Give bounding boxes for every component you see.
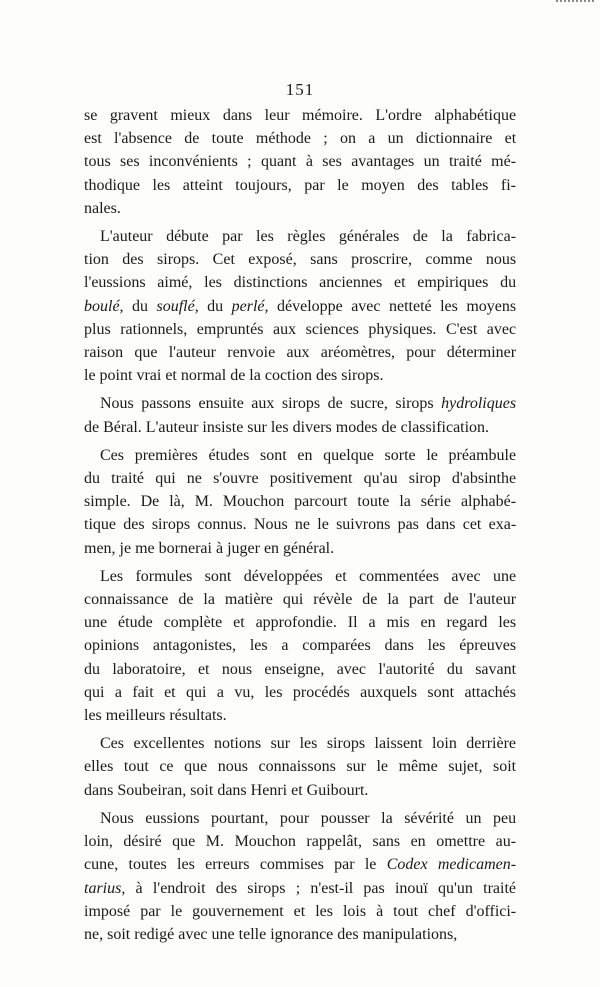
text-line: tarius, à l'endroit des sirops ; n'est-il pas inouï qu'un traité: [84, 879, 517, 897]
text-line: ne, soit redigé avec une telle ignorance des manipulations,: [84, 925, 458, 943]
text-line: le point vrai et normal de la coction des sirops.: [84, 367, 384, 385]
text-line: tion des sirops. Cet exposé, sans proscrire, comme nous: [84, 251, 517, 269]
text-line: Les formules sont développées et commentées avec une: [100, 567, 517, 585]
text-line: imposé par le gouvernement et les lois à tout chef d'offici-: [84, 902, 517, 920]
text-line: Ces premières études sont en quelque sorte le préambule: [100, 446, 517, 464]
text-line: Nous eussions pourtant, pour pousser la sévérité un peu: [100, 809, 517, 827]
text-line: se gravent mieux dans leur mémoire. L'ordre alphabétique: [84, 107, 517, 124]
text-line: simple. De là, M. Mouchon parcourt toute la série alphabé-: [84, 493, 517, 511]
text-line: de Béral. L'auteur insiste sur les divers modes de classification.: [84, 418, 490, 436]
text-line: cune, toutes les erreurs commises par le Codex medicamen-: [84, 856, 517, 874]
text-line: connaissance de la matière qui révèle de la part de l'auteur: [84, 591, 517, 609]
text-line: tous ses inconvénients ; quant à ses avantages un traité mé-: [84, 153, 517, 171]
paragraph: [84, 392, 516, 438]
paragraph: [84, 565, 516, 727]
text-line: les meilleurs résultats.: [84, 707, 227, 725]
text-line: nales.: [84, 199, 121, 217]
paragraph: [84, 225, 516, 387]
text-line: opinions antagonistes, les a comparées dans les épreuves: [84, 637, 517, 655]
text-line: loin, désiré que M. Mouchon rappelât, sans en omettre au-: [84, 833, 517, 851]
text-line: boulé, du souflé, du perlé, développe avec netteté les moyens: [84, 297, 517, 315]
text-line: L'auteur débute par les règles générales de la fabrica-: [100, 228, 517, 246]
body-text: [84, 104, 516, 951]
paragraph: [84, 104, 516, 220]
text-line: thodique les atteint toujours, par le moyen des tables fi-: [84, 176, 517, 194]
paragraph: [84, 732, 516, 802]
text-line: plus rationnels, empruntés aux sciences physiques. C'est avec: [84, 320, 517, 338]
text-line: Ces excellentes notions sur les sirops laissent loin derrière: [100, 735, 517, 753]
text-line: est l'absence de toute méthode ; on a un dictionnaire et: [84, 130, 517, 148]
text-line: dans Soubeiran, soit dans Henri et Guibourt.: [84, 781, 369, 799]
text-line: men, je me bornerai à juger en général.: [84, 539, 335, 557]
text-line: Nous passons ensuite aux sirops de sucre, sirops hydroliques: [100, 395, 517, 413]
text-line: du traité qui ne s'ouvre positivement qu'au sirop d'absinthe: [84, 470, 517, 488]
text-line: une étude complète et approfondie. Il a mis en regard les: [84, 614, 517, 632]
page-number: 151: [285, 80, 315, 99]
paragraph: [84, 444, 516, 560]
paragraph: [84, 807, 516, 946]
text-line: raison que l'auteur renvoie aux aréomètres, pour déterminer: [84, 344, 517, 362]
text-line: du laboratoire, et nous enseigne, avec l'autorité du savant: [84, 660, 517, 678]
scan-corner-mark: [556, 0, 594, 10]
text-line: qui a fait et qui a vu, les procédés auxquels sont attachés: [84, 683, 517, 701]
text-line: elles tout ce que nous connaissons sur le même sujet, soit: [84, 758, 517, 776]
text-line: l'eussions aimé, les distinctions anciennes et empiriques du: [84, 274, 517, 292]
text-line: tique des sirops connus. Nous ne le suivrons pas dans cet exa-: [84, 516, 517, 534]
